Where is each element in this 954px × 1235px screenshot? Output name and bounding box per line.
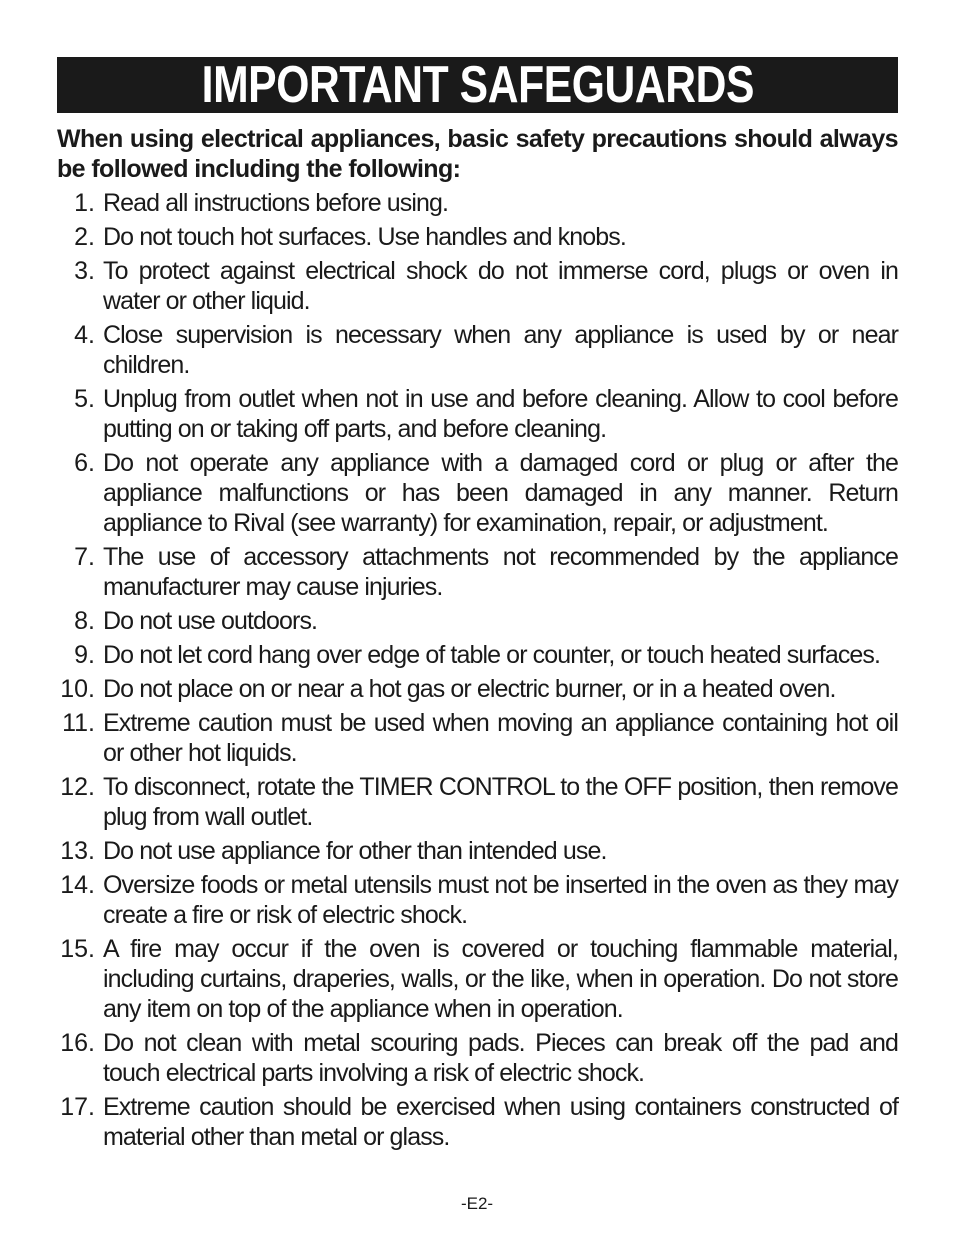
item-text: Do not place on or near a hot gas or electric burner, or in a heated oven.: [103, 675, 836, 703]
item-number: 7.: [74, 543, 95, 571]
item-number: 3.: [74, 257, 95, 285]
item-number: 4.: [74, 321, 95, 349]
item-text: Do not use appliance for other than intended use.: [103, 837, 607, 865]
item-text: Unplug from outlet when not in use and before cleaning. Allow to cool before putting on or taking off parts, and before cleaning.: [103, 385, 898, 443]
list-item: [57, 320, 898, 380]
item-text: To protect against electrical shock do not immerse cord, plugs or oven in water or other liquid.: [103, 257, 898, 315]
document-body: [57, 124, 898, 1156]
list-item: [57, 870, 898, 930]
item-text: Extreme caution must be used when moving an appliance containing hot oil or other hot liquids.: [103, 709, 898, 767]
list-item: [57, 772, 898, 832]
list-item: [57, 188, 898, 218]
item-number: 9.: [74, 641, 95, 669]
list-item: [57, 222, 898, 252]
item-number: 12.: [60, 773, 95, 801]
item-number: 14.: [60, 871, 95, 899]
item-number: 8.: [74, 607, 95, 635]
item-text: Do not let cord hang over edge of table or counter, or touch heated surfaces.: [103, 641, 881, 669]
item-number: 17.: [60, 1093, 95, 1121]
list-item: [57, 674, 898, 704]
item-text: Close supervision is necessary when any appliance is used by or near children.: [103, 321, 898, 379]
list-item: [57, 384, 898, 444]
list-item: [57, 606, 898, 636]
item-number: 1.: [74, 189, 95, 217]
item-number: 6.: [74, 449, 95, 477]
item-text: Do not clean with metal scouring pads. Pieces can break off the pad and touch electrical parts involving a risk of electric shock.: [103, 1029, 898, 1087]
list-item: [57, 448, 898, 538]
item-number: 13.: [60, 837, 95, 865]
list-item: [57, 1028, 898, 1088]
list-item: [57, 640, 898, 670]
item-number: 5.: [74, 385, 95, 413]
title-banner: [57, 57, 898, 113]
item-text: Read all instructions before using.: [103, 189, 449, 217]
item-text: Do not operate any appliance with a damaged cord or plug or after the appliance malfunctions or has been damaged in any manner. Return appliance to Rival (see warranty) for examination, repair, or adjustment.: [103, 449, 898, 537]
item-text: The use of accessory attachments not recommended by the appliance manufacturer may cause injuries.: [103, 543, 898, 601]
item-number: 15.: [60, 935, 95, 963]
item-text: Oversize foods or metal utensils must not be inserted in the oven as they may create a fire or risk of electric shock.: [103, 871, 898, 929]
page-number: -E2-: [460, 1194, 494, 1213]
list-item: [57, 934, 898, 1024]
item-text: To disconnect, rotate the TIMER CONTROL to the OFF position, then remove plug from wall outlet.: [103, 773, 898, 831]
item-number: 10.: [60, 675, 95, 703]
list-item: [57, 1092, 898, 1152]
item-number: 2.: [74, 223, 95, 251]
item-text: Do not use outdoors.: [103, 607, 318, 635]
item-number: 11.: [62, 709, 95, 737]
page-title: IMPORTANT SAFEGUARDS: [201, 56, 754, 114]
item-text: Do not touch hot surfaces. Use handles and knobs.: [103, 223, 626, 251]
item-text: A fire may occur if the oven is covered or touching flammable material, including curtains, draperies, walls, or the like, when in operation. Do not store any item on top of the appliance when in operation.: [103, 935, 898, 1023]
safeguards-list: [57, 188, 898, 1152]
list-item: [57, 836, 898, 866]
intro-paragraph: When using electrical appliances, basic safety precautions should always be followed including the following:: [57, 125, 898, 183]
item-number: 16.: [60, 1029, 95, 1057]
list-item: [57, 708, 898, 768]
list-item: [57, 542, 898, 602]
list-item: [57, 256, 898, 316]
item-text: Extreme caution should be exercised when using containers constructed of material other than metal or glass.: [103, 1093, 898, 1151]
